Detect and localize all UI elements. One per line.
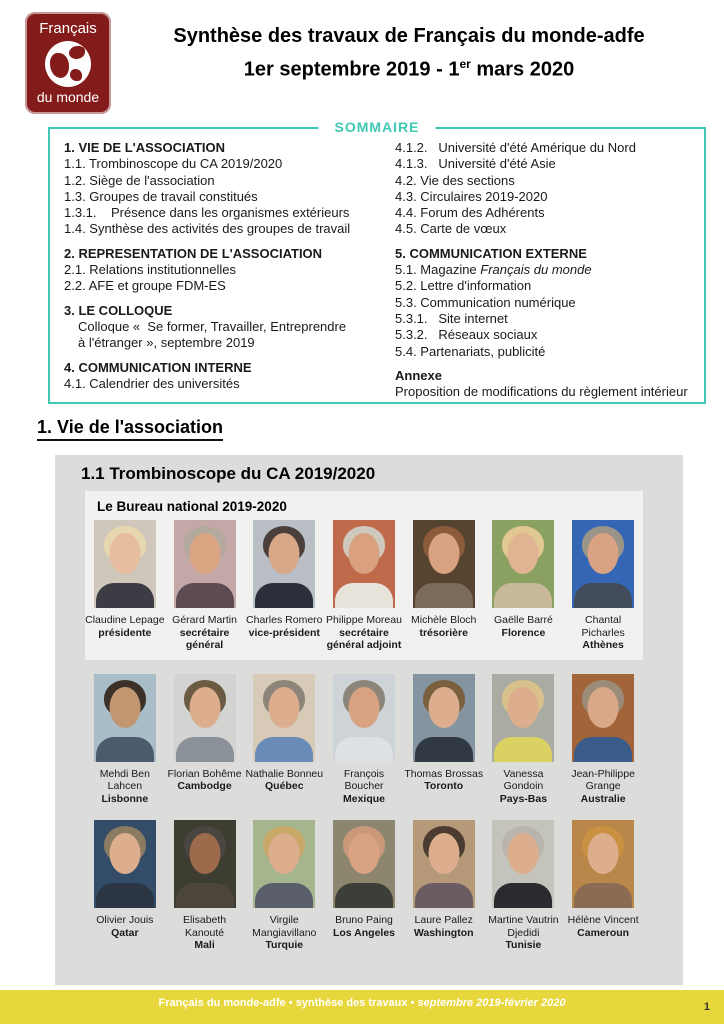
toc-entry: 4.5. Carte de vœux (395, 221, 507, 237)
member-city: Tunisie (505, 939, 542, 951)
placeholder-face (588, 833, 619, 874)
member-photo (94, 820, 156, 908)
member-name: Hélène Vincent (567, 914, 639, 926)
footer-text: Français du monde-adfe • synthèse des travaux • septembre 2019-février 2020 (158, 997, 566, 1009)
section-heading: 1. Vie de l'association (37, 417, 223, 441)
placeholder-face (348, 833, 379, 874)
member-name: Elisabeth Kanouté (182, 914, 227, 939)
member-photo (572, 820, 634, 908)
toc-entry: 4.2. Vie des sections (395, 172, 515, 188)
toc-entry: 1.3. Groupes de travail constitués (64, 188, 258, 204)
member-name: Florian Bohême (167, 767, 242, 780)
toc-right-column (381, 140, 698, 400)
member-name: Martine Vautrin Djedidi (488, 914, 559, 939)
member-photo (174, 520, 236, 608)
placeholder-shoulders (96, 737, 154, 762)
placeholder-face (428, 533, 459, 574)
member-role: secrétaire général (179, 626, 230, 651)
toc-entry: 4. COMMUNICATION INTERNE (64, 359, 252, 375)
placeholder-shoulders (96, 883, 154, 908)
member-name: Michèle Bloch (411, 614, 477, 626)
member-photo (253, 520, 315, 608)
member-role: présidente (98, 626, 152, 639)
placeholder-face (109, 687, 140, 728)
toc-columns (50, 129, 704, 400)
member-city: Cambodge (177, 780, 232, 792)
placeholder-face (588, 533, 619, 574)
member-name: Vanessa Gondoin (503, 767, 544, 792)
toc-entry: 2.2. AFE et groupe FDM-ES (64, 278, 226, 294)
member-photo (413, 674, 475, 762)
bureau-heading: Le Bureau national 2019-2020 (97, 499, 287, 514)
toc-entry: 4.1.2. Université d'été Amérique du Nord (395, 140, 636, 155)
member-city: Australie (580, 792, 626, 805)
member-name: François Boucher (343, 767, 385, 792)
title-line2: 1er septembre 2019 - 1er mars 2020 (243, 57, 575, 81)
member-role: trésorière (419, 626, 468, 639)
member-role: secrétaire général adjoint (326, 626, 402, 651)
placeholder-face (269, 833, 300, 874)
member-row-2 (85, 674, 643, 806)
placeholder-face (269, 687, 300, 728)
placeholder-shoulders (574, 583, 632, 608)
placeholder-face (508, 687, 539, 728)
member-photo (174, 674, 236, 762)
placeholder-face (189, 533, 220, 574)
member-photo (94, 520, 156, 608)
toc-entry: 5.3.1. Site internet (395, 310, 508, 326)
globe-landmass (69, 46, 85, 59)
placeholder-shoulders (176, 737, 234, 762)
toc-left-column (64, 140, 381, 400)
member-card (324, 820, 404, 952)
member-card (324, 674, 404, 806)
member-card (85, 674, 165, 806)
member-city: Florence (501, 626, 546, 639)
toc-entry: Annexe (395, 367, 442, 383)
placeholder-shoulders (574, 883, 632, 908)
placeholder-face (348, 687, 379, 728)
member-photo (174, 820, 236, 908)
placeholder-shoulders (96, 583, 154, 608)
member-photo (333, 674, 395, 762)
member-photo (413, 820, 475, 908)
member-name: Nathalie Bonneu (245, 767, 324, 780)
placeholder-face (508, 833, 539, 874)
member-row-3 (85, 820, 643, 952)
placeholder-shoulders (255, 583, 313, 608)
member-card (404, 674, 484, 806)
logo-text-bottom: du monde (36, 89, 100, 105)
bureau-national-box (85, 491, 643, 660)
toc-entry: 2. REPRESENTATION DE L'ASSOCIATION (64, 245, 323, 261)
placeholder-shoulders (494, 583, 552, 608)
toc-entry: Proposition de modifications du règlement intérieur (395, 384, 688, 400)
placeholder-face (348, 533, 379, 574)
globe-landmass (50, 53, 69, 78)
francais-du-monde-logo (25, 12, 111, 114)
member-card (563, 520, 643, 652)
toc-entry: Colloque « Se former, Travailler, Entreprendre (78, 318, 347, 334)
placeholder-shoulders (494, 737, 552, 762)
placeholder-face (508, 533, 539, 574)
member-name: Chantal Picharles (581, 614, 625, 639)
table-of-contents-box (48, 119, 706, 404)
member-name: Laure Pallez (414, 914, 473, 926)
toc-entry: 4.1. Calendrier des universités (64, 375, 240, 391)
member-photo (492, 674, 554, 762)
member-city: Mali (194, 939, 215, 951)
placeholder-shoulders (415, 737, 473, 762)
placeholder-face (189, 687, 220, 728)
member-card (563, 674, 643, 806)
sommaire-label: SOMMAIRE (319, 119, 436, 135)
toc-entry: 1.4. Synthèse des activités des groupes de travail (64, 221, 351, 237)
member-card (85, 520, 165, 652)
member-role: vice-président (248, 626, 320, 639)
member-city: Los Angeles (332, 926, 396, 939)
member-photo (492, 820, 554, 908)
member-name: Philippe Moreau (326, 614, 402, 626)
member-photo (492, 520, 554, 608)
toc-entry: 3. LE COLLOQUE (64, 302, 173, 318)
member-photo (572, 520, 634, 608)
member-name: Mehdi Ben Lahcen (99, 767, 150, 792)
member-card (324, 520, 404, 652)
placeholder-shoulders (574, 737, 632, 762)
member-row-1 (85, 520, 643, 652)
title-line1: Synthèse des travaux de Français du monde-adfe (173, 25, 645, 47)
placeholder-shoulders (335, 883, 393, 908)
member-photo (253, 674, 315, 762)
member-card (484, 820, 564, 952)
member-name: Claudine Lepage (85, 614, 165, 626)
member-photo (413, 520, 475, 608)
trombinoscope-heading: 1.1 Trombinoscope du CA 2019/2020 (81, 464, 376, 483)
member-card (244, 820, 324, 952)
placeholder-shoulders (176, 583, 234, 608)
toc-entry: 4.3. Circulaires 2019-2020 (395, 188, 548, 204)
member-name: Virgile Mangiavillano (252, 914, 317, 939)
member-name: Gérard Martin (172, 614, 237, 626)
toc-entry: 1. VIE DE L'ASSOCIATION (64, 140, 226, 155)
member-city: Pays-Bas (499, 792, 548, 805)
placeholder-face (269, 533, 300, 574)
member-city: Lisbonne (101, 792, 149, 805)
toc-entry: 5.3. Communication numérique (395, 294, 576, 310)
toc-entry: 5. COMMUNICATION EXTERNE (395, 245, 587, 261)
toc-entry: 2.1. Relations institutionnelles (64, 262, 236, 278)
toc-entry: 5.4. Partenariats, publicité (395, 343, 546, 359)
member-city: Québec (265, 780, 304, 792)
member-card (484, 520, 564, 652)
placeholder-face (189, 833, 220, 874)
member-city: Toronto (424, 780, 464, 792)
toc-entry: 1.3.1. Présence dans les organismes extérieurs (64, 205, 350, 221)
member-city: Mexique (342, 792, 385, 805)
member-card (484, 674, 564, 806)
member-card (165, 520, 245, 652)
placeholder-face (109, 533, 140, 574)
placeholder-face (428, 833, 459, 874)
placeholder-face (109, 833, 140, 874)
member-card (165, 674, 245, 806)
member-name: Bruno Paing (335, 914, 393, 926)
trombinoscope-panel (55, 455, 683, 985)
toc-entry: 5.1. Magazine Français du monde (395, 262, 592, 278)
member-name: Gaëlle Barré (493, 614, 553, 626)
member-photo (333, 820, 395, 908)
member-card (85, 820, 165, 952)
toc-entry: 4.4. Forum des Adhérents (395, 205, 545, 221)
member-card (244, 674, 324, 806)
member-name: Thomas Brossas (404, 767, 484, 780)
member-city: Turquie (265, 939, 304, 951)
toc-entry: 1.2. Siège de l'association (64, 172, 215, 188)
page-number: 1 (703, 1001, 710, 1013)
toc-entry: 1.1. Trombinoscope du CA 2019/2020 (64, 156, 283, 172)
placeholder-shoulders (415, 883, 473, 908)
placeholder-shoulders (335, 737, 393, 762)
globe-icon (45, 41, 91, 87)
globe-landmass (70, 69, 82, 81)
member-city: Qatar (111, 926, 139, 939)
toc-entry: 5.3.2. Réseaux sociaux (395, 327, 538, 343)
member-name: Jean-Philippe Grange (571, 767, 635, 792)
placeholder-shoulders (255, 883, 313, 908)
placeholder-shoulders (494, 883, 552, 908)
member-city: Cameroun (577, 926, 630, 939)
member-card (563, 820, 643, 952)
toc-entry: 5.2. Lettre d'information (395, 278, 532, 294)
placeholder-shoulders (415, 583, 473, 608)
placeholder-face (428, 687, 459, 728)
placeholder-shoulders (176, 883, 234, 908)
member-card (165, 820, 245, 952)
member-photo (572, 674, 634, 762)
toc-entry: 4.1.3. Université d'été Asie (395, 156, 556, 172)
member-card (404, 520, 484, 652)
page-title (100, 22, 718, 84)
footer-bar (0, 990, 724, 1024)
member-name: Olivier Jouis (96, 914, 154, 926)
member-card (244, 520, 324, 652)
member-card (404, 820, 484, 952)
logo-text-top: Français (39, 20, 97, 37)
member-photo (253, 820, 315, 908)
member-name: Charles Romero (246, 614, 323, 626)
placeholder-shoulders (255, 737, 313, 762)
member-city: Athènes (582, 639, 624, 651)
member-photo (94, 674, 156, 762)
toc-entry: à l'étranger », septembre 2019 (78, 335, 255, 351)
placeholder-face (588, 687, 619, 728)
member-city: Washington (413, 926, 474, 939)
placeholder-shoulders (335, 583, 393, 608)
member-photo (333, 520, 395, 608)
